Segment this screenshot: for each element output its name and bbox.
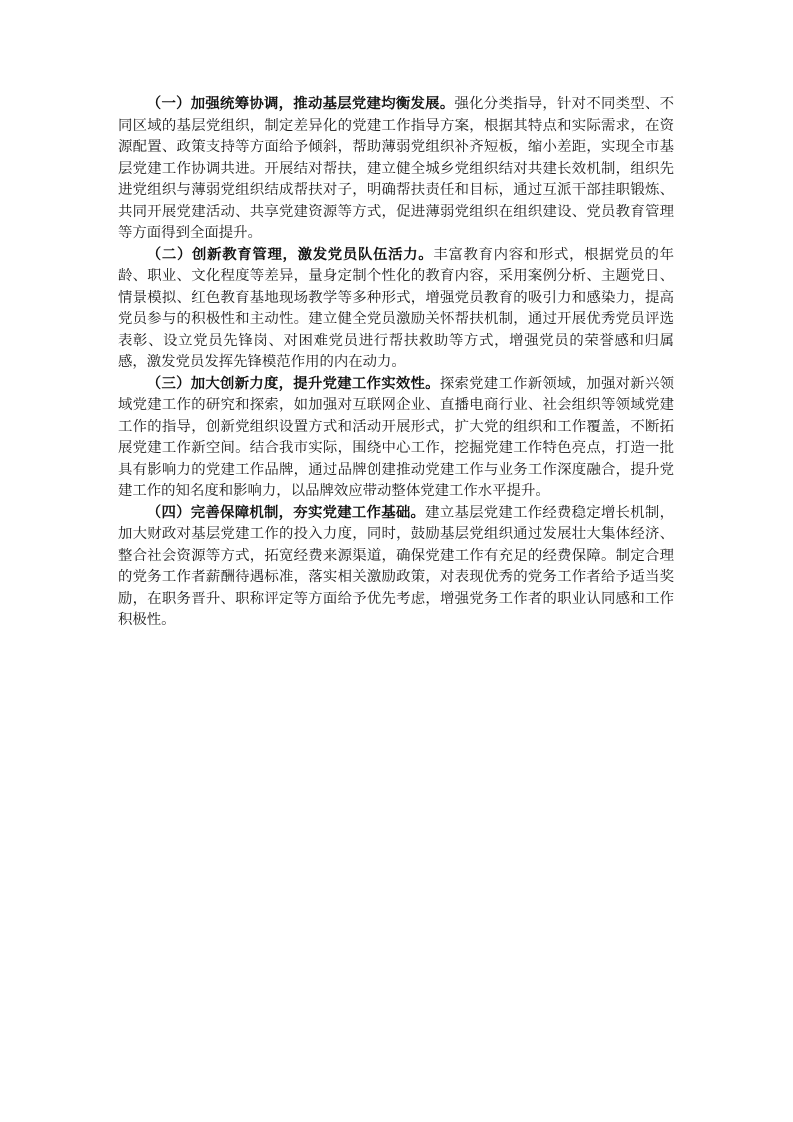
paragraph-section-3 — [118, 374, 674, 503]
section-heading-3: （三）加大创新力度，提升党建工作实效性。 — [146, 375, 440, 392]
section-body-4: 建立基层党建工作经费稳定增长机制，加大财政对基层党建工作的投入力度，同时，鼓励基层党组织通过发展壮大集体经济、整合社会资源等方式，拓宽经费来源渠道，确保党建工作有充足的经费保障。制定合理的党务工作者薪酬待遇标准，落实相关激励政策，对表现优秀的党务工作者给予适当奖励，在职务晋升、职称评定等方面给予优先考虑，增强党务工作者的职业认同感和工作积极性。 — [118, 504, 674, 628]
paragraph-section-2 — [118, 245, 674, 374]
document-body — [118, 94, 674, 632]
section-body-1: 强化分类指导，针对不同类型、不同区域的基层党组织，制定差异化的党建工作指导方案，根据其特点和实际需求，在资源配置、政策支持等方面给予倾斜，帮助薄弱党组织补齐短板，缩小差距，实现全市基层党建工作协调共进。开展结对帮扶，建立健全城乡党组织结对共建长效机制，组织先进党组织与薄弱党组织结成帮扶对子，明确帮扶责任和目标，通过互派干部挂职锻炼、共同开展党建活动、共享党建资源等方式，促进薄弱党组织在组织建设、党员教育管理等方面得到全面提升。 — [118, 96, 674, 241]
section-body-3: 探索党建工作新领域，加强对新兴领域党建工作的研究和探索，如加强对互联网企业、直播电商行业、社会组织等领域党建工作的指导，创新党组织设置方式和活动开展形式，扩大党的组织和工作覆盖，不断拓展党建工作新空间。结合我市实际，围绕中心工作，挖掘党建工作特色亮点，打造一批具有影响力的党建工作品牌，通过品牌创建推动党建工作与业务工作深度融合，提升党建工作的知名度和影响力，以品牌效应带动整体党建工作水平提升。 — [118, 375, 674, 499]
paragraph-section-4 — [118, 503, 674, 632]
section-body-2: 丰富教育内容和形式，根据党员的年龄、职业、文化程度等差异，量身定制个性化的教育内容，采用案例分析、主题党日、情景模拟、红色教育基地现场教学等多种形式，增强党员教育的吸引力和感染力，提高党员参与的积极性和主动性。建立健全党员激励关怀帮扶机制，通过开展优秀党员评选表彰、设立党员先锋岗、对困难党员进行帮扶救助等方式，增强党员的荣誉感和归属感，激发党员发挥先锋模范作用的内在动力。 — [118, 246, 674, 370]
section-heading-4: （四）完善保障机制，夯实党建工作基础。 — [146, 504, 426, 521]
section-heading-2: （二）创新教育管理，激发党员队伍活力。 — [146, 246, 434, 263]
paragraph-section-1 — [118, 94, 674, 245]
section-heading-1: （一）加强统筹协调，推动基层党建均衡发展。 — [146, 96, 455, 112]
